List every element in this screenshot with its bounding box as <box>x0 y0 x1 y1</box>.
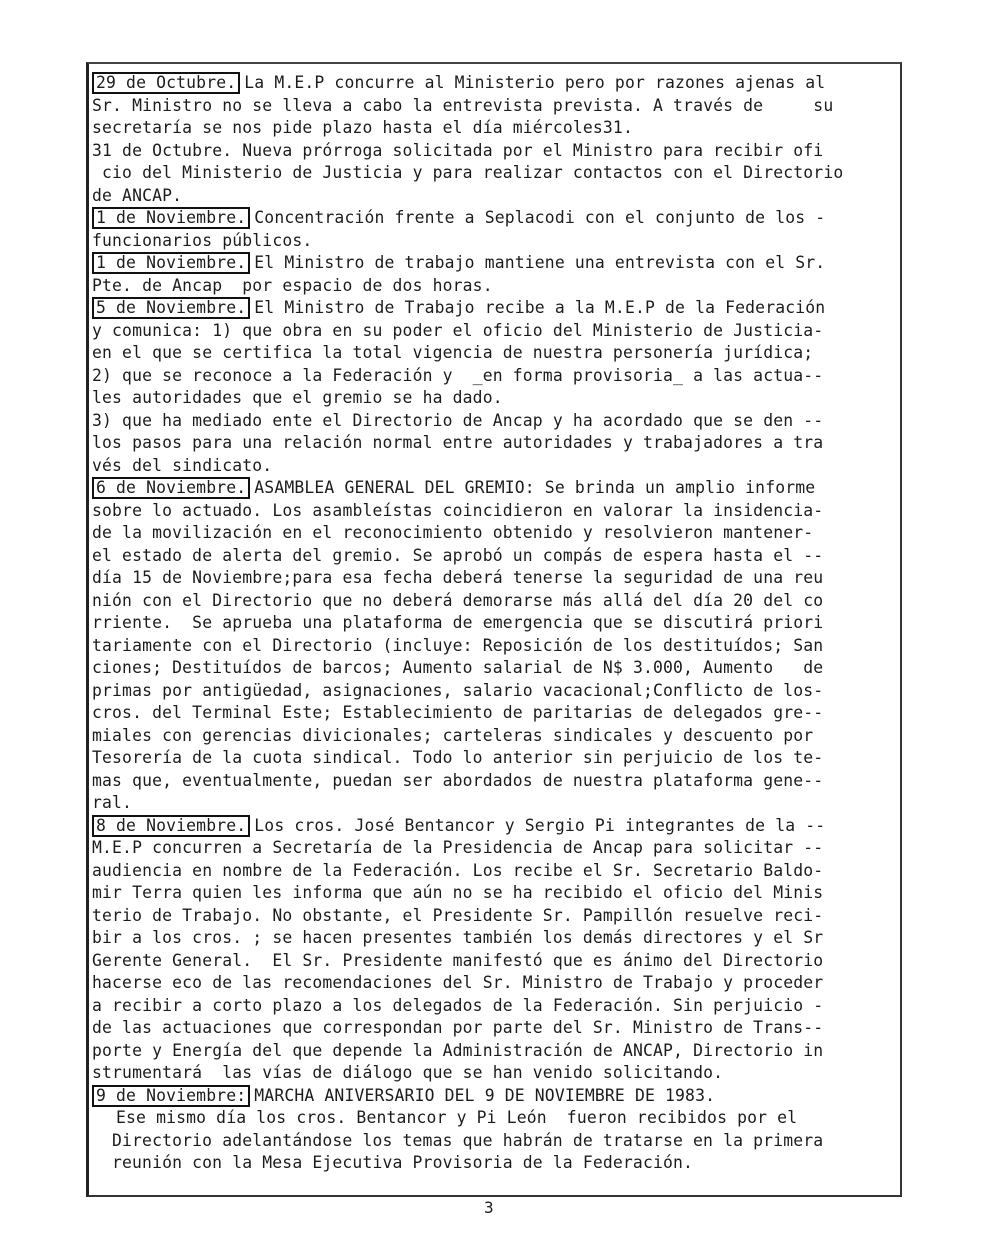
text-line: reunión con la Mesa Ejecutiva Provisoria de la Federación. <box>112 1153 694 1172</box>
entry-1-noviembre-b <box>92 252 900 297</box>
text-line: en el que se certifica la total vigencia de nuestra personería jurídica; <box>92 343 814 362</box>
text-line: de las actuaciones que correspondan por parte del Sr. Ministro de Trans-- <box>92 1018 824 1037</box>
text-line: 2) que se reconoce a la Federación y _en forma provisoria_ a las actua-- <box>92 365 824 385</box>
entry-8-noviembre <box>92 815 900 1085</box>
text-line: les autoridades que el gremio se ha dado. <box>92 388 503 407</box>
text-line: bir a los cros. ; se hacen presentes también los demás directores y el Sr <box>92 928 824 947</box>
text-line: El Ministro de trabajo mantiene una entrevista con el Sr. <box>254 253 826 272</box>
text-line: hacerse eco de las recomendaciones del Sr. Ministro de Trabajo y proceder <box>92 973 824 992</box>
entry-9-noviembre <box>92 1085 900 1175</box>
text-line: primas por antigüedad, asignaciones, salario vacacional;Conflicto de los- <box>92 680 824 700</box>
text-line: nión con el Directorio que no deberá demorarse más allá del día 20 del co <box>92 590 824 610</box>
text-line: de la movilización en el reconocimiento obtenido y resolvieron mantener- <box>92 523 814 542</box>
text-line: cros. del Terminal Este; Establecimiento de paritarias de delegados gre-- <box>92 703 824 722</box>
text-line: mir Terra quien les informa que aún no se ha recibido el oficio del Minis <box>92 883 824 902</box>
text-line: cio del Ministerio de Justicia y para realizar contactos con el Directorio <box>92 163 844 182</box>
entry-29-octubre <box>92 72 900 140</box>
text-line: El Ministro de Trabajo recibe a la M.E.P de la Federación <box>254 298 826 317</box>
date-label: 5 de Noviembre. <box>92 297 250 319</box>
text-line: Sr. Ministro no se lleva a cabo la entrevista prevista. A través de su <box>92 95 834 115</box>
text-line: mas que, eventualmente, puedan ser abordados de nuestra plataforma gene-- <box>92 770 824 790</box>
date-label: 6 de Noviembre. <box>92 477 250 499</box>
text-line: MARCHA ANIVERSARIO DEL 9 DE NOVIEMBRE DE 1983. <box>254 1085 716 1105</box>
text-line: rriente. Se aprueba una plataforma de emergencia que se discutirá priori <box>92 613 824 632</box>
text-line: 31 de Octubre. Nueva prórroga solicitada por el Ministro para recibir ofi <box>92 140 824 160</box>
text-line: tariamente con el Directorio (incluye: Reposición de los destituídos; San <box>92 635 824 655</box>
date-label: 1 de Noviembre. <box>92 207 250 229</box>
text-line: porte y Energía del que depende la Administración de ANCAP, Directorio in <box>92 1040 824 1060</box>
text-line: Pte. de Ancap por espacio de dos horas. <box>92 275 493 295</box>
text-line: funcionarios públicos. <box>92 230 313 250</box>
text-line: Tesorería de la cuota sindical. Todo lo anterior sin perjuicio de los te- <box>92 748 824 767</box>
date-label: 9 de Noviembre: <box>92 1085 250 1107</box>
text-line: el estado de alerta del gremio. Se aprobó un compás de espera hasta el -- <box>92 545 824 565</box>
text-line: La M.E.P concurre al Ministerio pero por razones ajenas al <box>244 73 826 92</box>
text-line: los pasos para una relación normal entre autoridades y trabajadores a tra <box>92 433 824 452</box>
text-line: Ese mismo día los cros. Bentancor y Pi León fueron recibidos por el <box>116 1108 798 1127</box>
text-line: ASAMBLEA GENERAL DEL GREMIO: Se brinda un amplio informe <box>254 478 816 497</box>
date-label: 29 de Octubre. <box>92 72 240 94</box>
text-line: y comunica: 1) que obra en su poder el oficio del Ministerio de Justicia- <box>92 320 824 340</box>
entry-6-noviembre <box>92 477 900 815</box>
text-line: strumentará las vías de diálogo que se han venido solicitando. <box>92 1063 724 1082</box>
entry-5-noviembre <box>92 297 900 477</box>
text-line: M.E.P concurren a Secretaría de la Presidencia de Ancap para solicitar -- <box>92 838 824 857</box>
text-line: a recibir a corto plazo a los delegados de la Federación. Sin perjuicio - <box>92 995 824 1015</box>
text-line: ciones; Destituídos de barcos; Aumento salarial de N$ 3.000, Aumento de <box>92 658 824 677</box>
text-line: terio de Trabajo. No obstante, el Presidente Sr. Pampillón resuelve reci- <box>92 905 824 925</box>
page-number: 3 <box>484 1198 494 1217</box>
text-line: vés del sindicato. <box>92 455 273 475</box>
text-line: sobre lo actuado. Los asambleístas coincidieron en valorar la insidencia- <box>92 500 824 520</box>
text-line: audiencia en nombre de la Federación. Los recibe el Sr. Secretario Baldo- <box>92 860 824 880</box>
entry-1-noviembre-a <box>92 207 900 252</box>
entry-31-octubre <box>92 140 900 208</box>
text-line: día 15 de Noviembre;para esa fecha deberá tenerse la seguridad de una reu <box>92 568 824 587</box>
text-line: 3) que ha mediado ente el Directorio de Ancap y ha acordado que se den -- <box>92 410 824 430</box>
text-line: de ANCAP. <box>92 185 183 205</box>
text-line: miales con gerencias divicionales; carteleras sindicales y descuento por <box>92 725 814 745</box>
text-line: Los cros. José Bentancor y Sergio Pi integrantes de la -- <box>254 815 826 835</box>
text-line: ral. <box>92 793 133 812</box>
document-body <box>92 72 900 1175</box>
text-line: secretaría se nos pide plazo hasta el día miércoles31. <box>92 118 633 137</box>
text-line: Gerente General. El Sr. Presidente manifestó que es ánimo del Directorio <box>92 950 824 970</box>
date-label: 1 de Noviembre. <box>92 252 250 274</box>
text-line: Concentración frente a Seplacodi con el conjunto de los - <box>254 208 826 227</box>
text-line: Directorio adelantándose los temas que habrán de tratarse en la primera <box>112 1130 824 1150</box>
date-label: 8 de Noviembre. <box>92 815 250 837</box>
